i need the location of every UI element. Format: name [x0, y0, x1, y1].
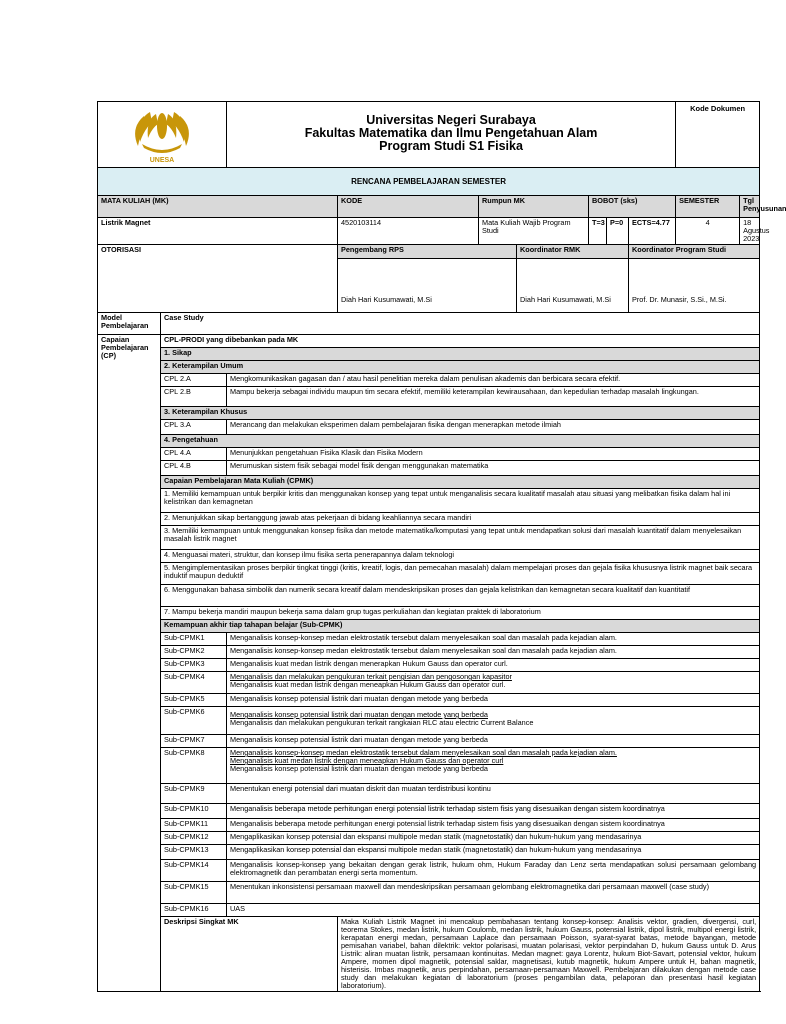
sub-cpmk-text: Mengaplikasikan konsep potensial dan ekspansi multipole medan statik (magnetostatik) dan hukum-hukum yang mendasarinya: [227, 845, 760, 860]
prodi-name: Prof. Dr. Munasir, S.Si., M.Si.: [629, 259, 760, 313]
sub-cpmk-code: Sub-CPMK11: [161, 819, 227, 832]
sub-cpmk-code: Sub-CPMK9: [161, 784, 227, 804]
rmk-name: Diah Hari Kusumawati, M.Si: [517, 259, 629, 313]
sub-cpmk-line: Menganalisis konsep potensial listrik dari muatan dengan metode yang berbeda: [230, 710, 488, 719]
credit-ects: ECTS=4.77: [629, 218, 676, 245]
cpl-text: Merumuskan sistem fisik sebagai model fisik dengan menggunakan matematika: [227, 461, 760, 476]
cpl-prodi-heading: CPL-PRODI yang dibebankan pada MK: [161, 335, 760, 348]
sub-cpmk-code: Sub-CPMK16: [161, 904, 227, 917]
authorization-label: OTORISASI: [98, 245, 338, 313]
sub-cpmk-line: Menganalisis kuat medan listrik dengan meneapkan Hukum Gauss dan operator curl: [230, 756, 504, 765]
university-name: Universitas Negeri Surabaya: [366, 113, 536, 127]
sub-cpmk-text: Menentukan inkonsistensi persamaan maxwell dan mendeskripsikan persamaan gelombang elektromagnetika dari persamaan maxwell (case study): [227, 882, 760, 904]
model-value: Case Study: [161, 313, 760, 335]
sikap-heading: 1. Sikap: [161, 348, 760, 361]
sub-cpmk-line: Menganalisis dan melakukan pengukuran terkait rangkaian RLC atau electric Current Balance: [230, 718, 534, 727]
cpl-text: Mampu bekerja sebagai individu maupun tim secara efektif, memiliki keterampilan kewirausahaan, dan kepedulian terhadap masalah lingkungan.: [227, 387, 760, 407]
description-label: Deskripsi Singkat MK: [161, 917, 338, 992]
credit-theory: T=3: [589, 218, 607, 245]
description-text: Maka Kuliah Listrik Magnet ini mencakup pembahasan tentang konsep-konsep: Analisis vektor, gradien, divergensi, curl, teorema Stokes, medan listrik, hukum Coulomb, medan listrik, hukum Gauss, potensial listrik, dipol listrik, multipol energi listrik, kerapatan energi medan, persamaan Laplace dan persamaan Poisson, syarat-syarat batas, metode bayangan, metode pemisahan variabel, bahan dilektrik: vektor polarisasi, muatan polarisasi, vektor perpindahan D, hukum Gauss untuk D. Arus Listrik: aliran muatan listrik, persamaan kontinuitas. Medan magnet: gaya Lorentz, hukum Biot-Savart, potensial vektor, hukum Ampere, momen dipol magnetik, potensial saklar, magnetisasi, kutub magnetik, hukum Ampere untuk H, bahan magnetik, histerisis. Imbas magnetik, arus perpindahan, persamaan-persamaan Maxwell. Pembelajaran dilakukan dengan metode case study dan melakukan kegiatan di laboratorium (proses pengambilan data, pelaporan dan presentasi hasil kegiatan laboratorium).: [338, 917, 760, 992]
cpmk-item: 3. Memiliki kemampuan untuk menggunakan konsep fisika dan metode matematika/komputasi yang tepat untuk mendapatkan solusi dari masalah kuantitatif dalam menyelesaikan masalah listrik magnet: [161, 526, 760, 550]
sub-cpmk-line: Menganalisis konsep-konsep medan elektrostatik tersebut dalam menyelesaikan soal dan masalah pada kejadian alam.: [230, 748, 617, 757]
sub-cpmk-line: Menganalisis dan melakukan pengukuran terkait pengisian dan pengosongan kapasitor: [230, 672, 512, 681]
sub-cpmk-heading: Kemampuan akhir tiap tahapan belajar (Sub-CPMK): [161, 620, 760, 633]
rmk-label: Koordinator RMK: [517, 245, 629, 259]
sub-cpmk-code: Sub-CPMK13: [161, 845, 227, 860]
sub-cpmk-line: Menganalisis konsep potensial listrik dari muatan dengan metode yang berbeda: [230, 764, 488, 773]
cpl-code: CPL 2.B: [161, 387, 227, 407]
course-code-label: KODE: [338, 196, 479, 218]
prodi-label: Koordinator Program Studi: [629, 245, 760, 259]
sub-cpmk-code: Sub-CPMK8: [161, 748, 227, 784]
sub-cpmk-code: Sub-CPMK15: [161, 882, 227, 904]
unesa-logo-icon: [132, 106, 192, 164]
sub-cpmk-text: Menganalisis kuat medan listrik dengan menerapkan Hukum Gauss dan operator curl.: [227, 659, 760, 672]
sub-cpmk-text: Menentukan energi potensial dari muatan diskrit dan muatan terdistribusi kontinu: [227, 784, 760, 804]
sub-cpmk-text: [227, 707, 760, 735]
course-name-label: MATA KULIAH (MK): [98, 196, 338, 218]
credit-practice: P=0: [607, 218, 629, 245]
sub-cpmk-code: Sub-CPMK7: [161, 735, 227, 748]
sub-cpmk-code: Sub-CPMK12: [161, 832, 227, 845]
sub-cpmk-text: Menganalisis konsep-konsep yang bekaitan dengan gerak listrik, hukum ohm, Hukum Faraday dan Lenz serta mendapatkan solusi persamaan gelombang elektromagnetik dan perambatan energi serta momentum.: [227, 860, 760, 882]
cpl-code: CPL 4.A: [161, 448, 227, 461]
rps-title: RENCANA PEMBELAJARAN SEMESTER: [98, 168, 760, 196]
sub-cpmk-text: Mengaplikasikan konsep potensial dan ekspansi multipole medan statik (magnetostatik) dan hukum-hukum yang mendasarinya: [227, 832, 760, 845]
developer-label: Pengembang RPS: [338, 245, 517, 259]
cpmk-item: 4. Menguasai materi, struktur, dan konsep ilmu fisika serta penerapannya dalam teknologi: [161, 550, 760, 563]
rps-document: [97, 101, 786, 992]
course-semester: 4: [676, 218, 740, 245]
umum-heading: 2. Keterampilan Umum: [161, 361, 760, 374]
sub-cpmk-text: Menganalisis beberapa metode perhitungan energi potensial listrik terhadap sistem fisis yang disesuaikan dengan sistem koordinatnya: [227, 804, 760, 819]
course-code: 4520103114: [338, 218, 479, 245]
sub-cpmk-code: Sub-CPMK14: [161, 860, 227, 882]
sub-cpmk-text: [227, 672, 760, 694]
sub-cpmk-code: Sub-CPMK4: [161, 672, 227, 694]
sub-cpmk-text: Menganalisis beberapa metode perhitungan energi potensial listrik terhadap sistem fisis yang disesuaikan dengan sistem koordinatnya: [227, 819, 760, 832]
cpl-code: CPL 2.A: [161, 374, 227, 387]
faculty-name: Fakultas Matematika dan Ilmu Pengetahuan Alam: [304, 126, 598, 140]
model-label: Model Pembelajaran: [98, 313, 161, 335]
cpmk-item: 7. Mampu bekerja mandiri maupun bekerja sama dalam grup tugas perkuliahan dan kegiatan praktek di laboratorium: [161, 607, 760, 620]
sub-cpmk-text: Menganalisis konsep-konsep medan elektrostatik tersebut dalam menyelesaikan soal dan masalah pada kejadian alam.: [227, 633, 760, 646]
cpl-text: Menunjukkan pengetahuan Fisika Klasik dan Fisika Modern: [227, 448, 760, 461]
course-date-label: Tgl Penyusunan: [740, 196, 760, 218]
sub-cpmk-code: Sub-CPMK10: [161, 804, 227, 819]
sub-cpmk-code: Sub-CPMK1: [161, 633, 227, 646]
sub-cpmk-text: Menganalisis konsep potensial listrik dari muatan dengan metode yang berbeda: [227, 735, 760, 748]
doc-code-label: Kode Dokumen: [676, 102, 760, 168]
cpl-code: CPL 3.A: [161, 420, 227, 435]
sub-cpmk-text: [227, 748, 760, 784]
sub-cpmk-line: Menganalisis kuat medan listrik dengan meneapkan Hukum Gauss dan operator curl.: [230, 680, 506, 689]
logo-text: UNESA: [149, 157, 175, 164]
pengetahuan-heading: 4. Pengetahuan: [161, 435, 760, 448]
cpmk-item: 6. Menggunakan bahasa simbolik dan numerik secara kreatif dalam mendeskripsikan proses dan gejala kelistrikan dan kemagnetan secara kualitatif dan kuantitatif: [161, 585, 760, 607]
cpl-text: Mengkomunikasikan gagasan dan / atau hasil penelitian mereka dalam penulisan akademis dan berbicara secara efektif.: [227, 374, 760, 387]
sub-cpmk-code: Sub-CPMK3: [161, 659, 227, 672]
course-cluster: Mata Kuliah Wajib Program Studi: [479, 218, 589, 245]
cpl-code: CPL 4.B: [161, 461, 227, 476]
course-name: Listrik Magnet: [98, 218, 338, 245]
cpl-text: Merancang dan melakukan eksperimen dalam pembelajaran fisika dengan menerapkan metode ilmiah: [227, 420, 760, 435]
cpmk-item: 1. Memiliki kemampuan untuk berpikir kritis dan menggunakan konsep yang tepat untuk menganalisis secara kualitatif masalah atau situasi yang melibatkan fisika dalam hal ini kelistrikan dan kemagnetan: [161, 489, 760, 513]
course-date: 18 Agustus 2023: [740, 218, 760, 245]
cpmk-heading: Capaian Pembelajaran Mata Kuliah (CPMK): [161, 476, 760, 489]
sub-cpmk-text: Menganalisis konsep-konsep medan elektrostatik tersebut dalam menyelesaikan soal dan masalah pada kejadian alam.: [227, 646, 760, 659]
program-name: Program Studi S1 Fisika: [379, 139, 523, 153]
header-title-block: [227, 102, 676, 168]
sub-cpmk-code: Sub-CPMK6: [161, 707, 227, 735]
rps-table: [97, 101, 786, 992]
developer-name: Diah Hari Kusumawati, M.Si: [338, 259, 517, 313]
course-semester-label: SEMESTER: [676, 196, 740, 218]
course-credit-label: BOBOT (sks): [589, 196, 676, 218]
khusus-heading: 3. Keterampilan Khusus: [161, 407, 760, 420]
cp-label: Capaian Pembelajaran (CP): [98, 335, 161, 992]
sub-cpmk-text: UAS: [227, 904, 760, 917]
unesa-logo: [98, 102, 227, 168]
sub-cpmk-code: Sub-CPMK2: [161, 646, 227, 659]
sub-cpmk-text: Menganalisis konsep potensial listrik dari muatan dengan metode yang berbeda: [227, 694, 760, 707]
sub-cpmk-code: Sub-CPMK5: [161, 694, 227, 707]
cpmk-item: 2. Menunjukkan sikap bertanggung jawab atas pekerjaan di bidang keahliannya secara mandiri: [161, 513, 760, 526]
course-cluster-label: Rumpun MK: [479, 196, 589, 218]
cpmk-item: 5. Mengimplementasikan proses berpikir tingkat tinggi (kritis, kreatif, logis, dan pemecahan masalah) dalam mempelajari proses dan gejala fisika khususnya listrik magnet baik secara induktif maupun deduktif: [161, 563, 760, 585]
